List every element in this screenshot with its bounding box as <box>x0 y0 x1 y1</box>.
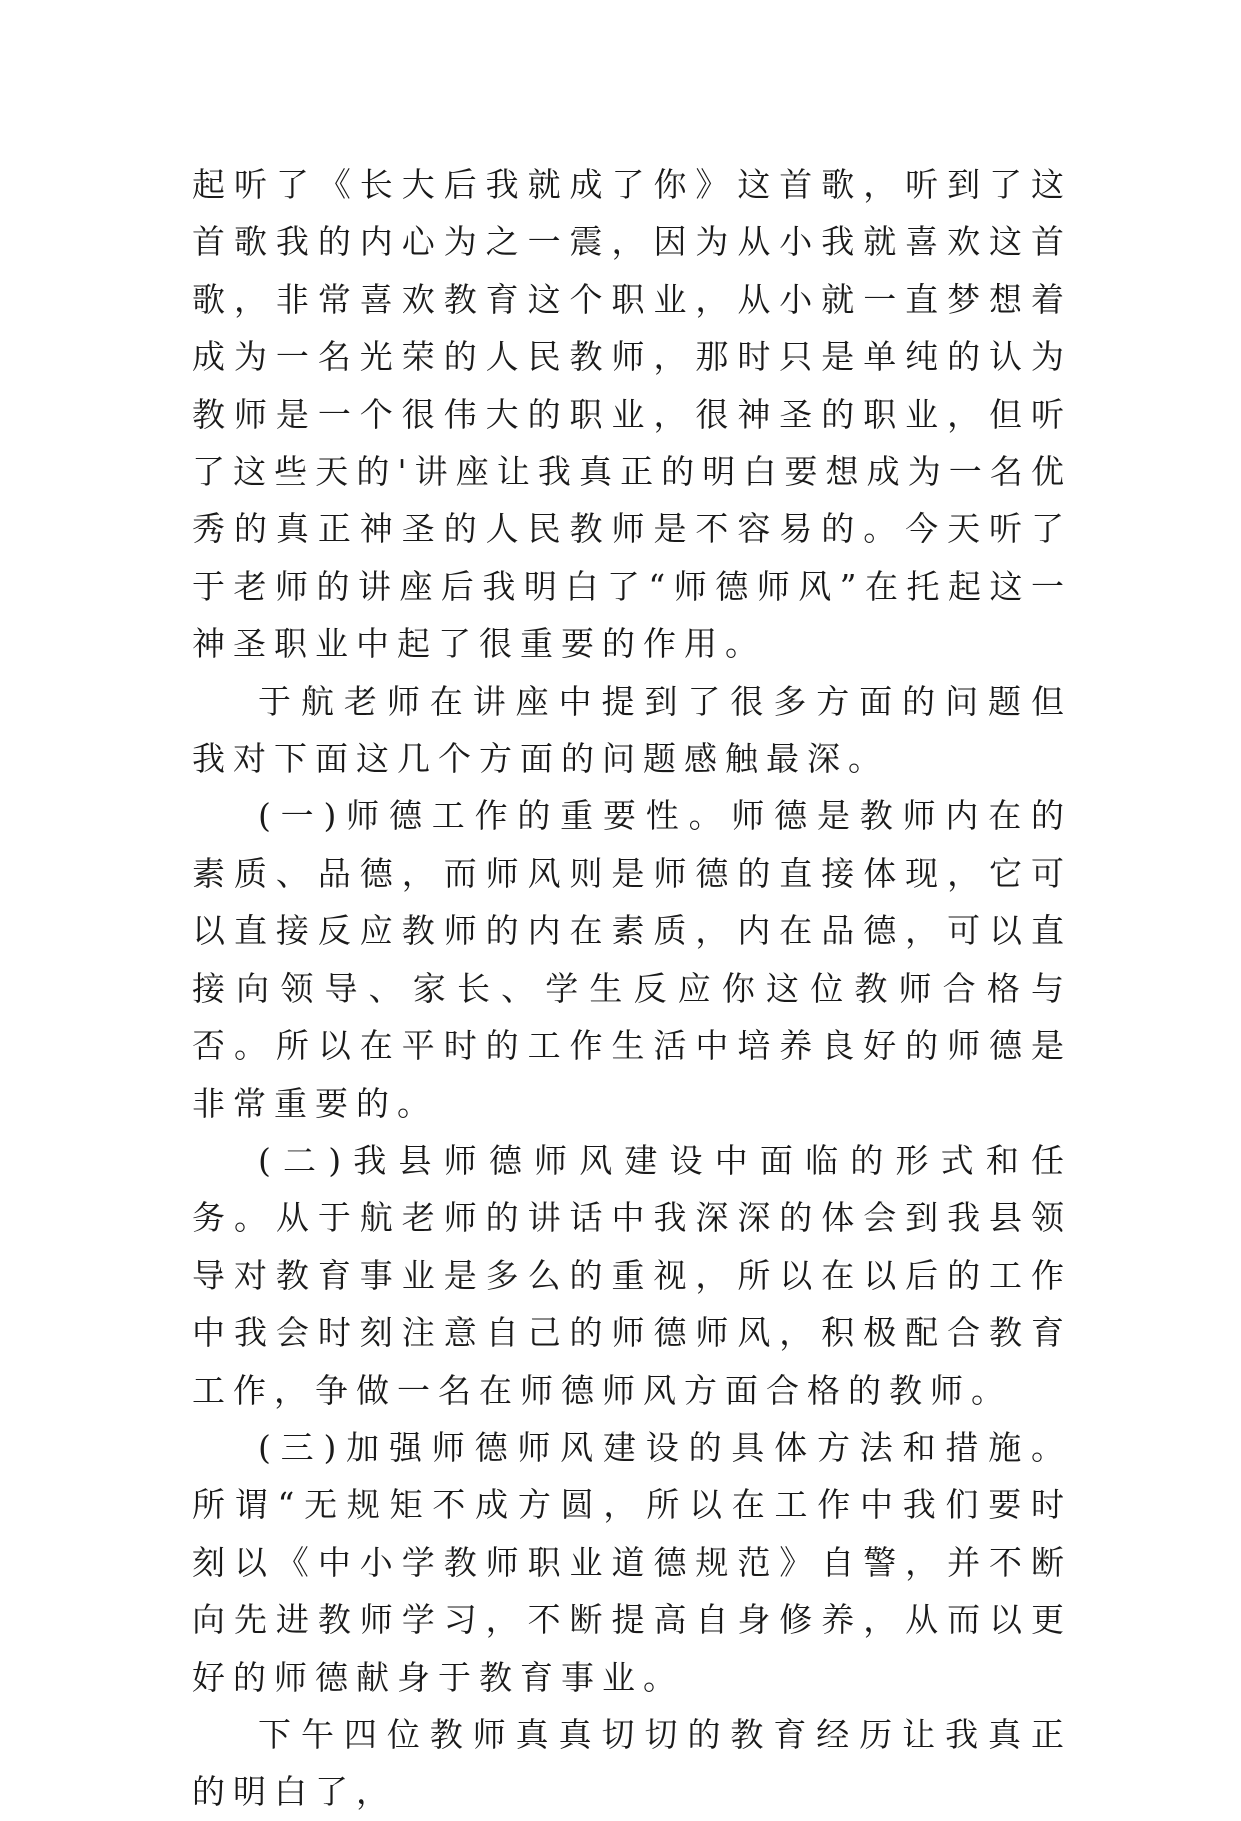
document-body <box>192 156 1072 1821</box>
paragraph-point-three: (三)加强师德师风建设的具体方法和措施。所谓“无规矩不成方圆，所以在工作中我们要时刻以《中小学教师职业道德规范》自警，并不断向先进教师学习，不断提高自身修养，从而以更好的师德献身于教育事业。 <box>192 1427 1072 1697</box>
paragraph-point-one: (一)师德工作的重要性。师德是教师内在的素质、品德，而师风则是师德的直接体现，它可以直接反应教师的内在素质，内在品德，可以直接向领导、家长、学生反应你这位教师合格与否。所以在平时的工作生活中培养良好的师德是非常重要的。 <box>192 796 1072 1123</box>
paragraph-lecture-issues: 于航老师在讲座中提到了很多方面的问题但我对下面这几个方面的问题感触最深。 <box>192 681 1072 779</box>
paragraph-afternoon: 下午四位教师真真切切的教育经历让我真正的明白了， <box>192 1714 1072 1812</box>
paragraph-point-two: (二)我县师德师风建设中面临的形式和任务。从于航老师的讲话中我深深的体会到我县领导对教育事业是多么的重视，所以在以后的工作中我会时刻注意自己的师德师风，积极配合教育工作，争做一名在师德师风方面合格的教师。 <box>192 1140 1072 1410</box>
paragraph-continued: 起听了《长大后我就成了你》这首歌，听到了这首歌我的内心为之一震，因为从小我就喜欢这首歌，非常喜欢教育这个职业，从小就一直梦想着成为一名光荣的人民教师，那时只是单纯的认为教师是一个很伟大的职业，很神圣的职业，但听了这些天的'讲座让我真正的明白要想成为一名优秀的真正神圣的人民教师是不容易的。今天听了于老师的讲座后我明白了“师德师风”在托起这一神圣职业中起了很重要的作用。 <box>192 165 1072 664</box>
